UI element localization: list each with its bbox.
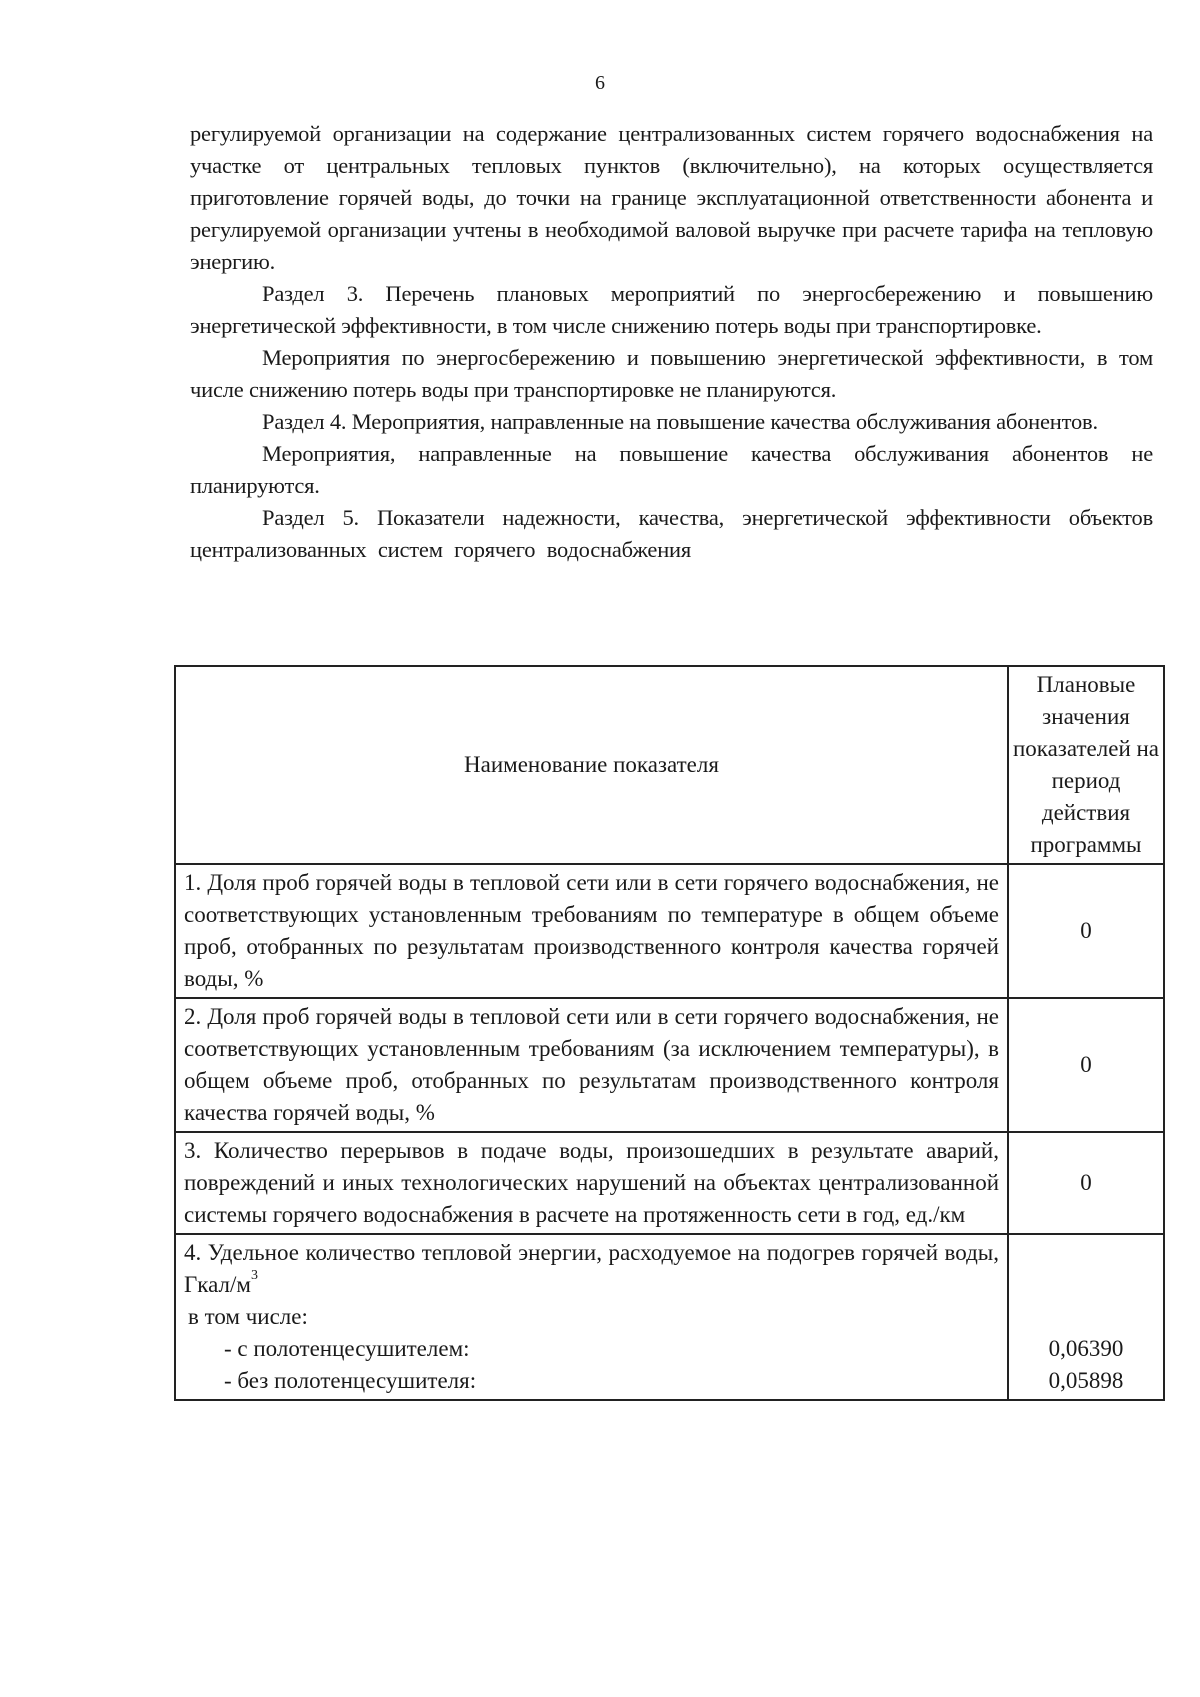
table-row — [175, 998, 1164, 1132]
indicator-4-values — [1008, 1234, 1164, 1400]
indicator-name: 3. Количество перерывов в подаче воды, произошедших в результате аварий, повреждений и иных технологических нарушений на объектах централизованной системы горячего водоснабжения в расчете на протяженность сети в год, ед./км — [175, 1132, 1008, 1234]
section-5-heading: Раздел 5. Показатели надежности, качества, энергетической эффективности объектов централизованных систем горячего водоснабжения — [190, 505, 1153, 562]
value-with-towel-dryer: 0,06390 — [1048, 1336, 1124, 1361]
sub-item-without-towel-dryer: - без полотенцесушителя: — [224, 1368, 477, 1393]
header-indicator-name: Наименование показателя — [175, 666, 1008, 864]
table-row — [175, 1234, 1164, 1400]
indicator-value: 0 — [1008, 864, 1164, 998]
sub-item-with-towel-dryer: - с полотенцесушителем: — [224, 1336, 470, 1361]
section-3-text: Мероприятия по энергосбережению и повышению энергетической эффективности, в том числе снижению потерь воды при транспортировке не планируются. — [190, 345, 1153, 402]
indicator-value: 0 — [1008, 1132, 1164, 1234]
value-without-towel-dryer: 0,05898 — [1048, 1368, 1124, 1393]
indicator-value: 0 — [1008, 998, 1164, 1132]
table-header-row — [175, 666, 1164, 864]
indicator-name-4 — [175, 1234, 1008, 1400]
including-label: в том числе: — [188, 1304, 308, 1329]
section-4-text: Мероприятия, направленные на повышение качества обслуживания абонентов не планируются. — [190, 441, 1153, 498]
indicator-name: 1. Доля проб горячей воды в тепловой сети или в сети горячего водоснабжения, не соответствующих установленным требованиям по температуре в общем объеме проб, отобранных по результатам производственного контроля качества горячей воды, % — [175, 864, 1008, 998]
page-number: 6 — [595, 72, 605, 94]
body-text — [190, 118, 1153, 566]
header-planned-values: Плановые значения показателей на период действия программы — [1008, 666, 1164, 864]
indicator-name: 2. Доля проб горячей воды в тепловой сети или в сети горячего водоснабжения, не соответствующих установленным требованиям (за исключением температуры), в общем объеме проб, отобранных по результатам производственного контроля качества горячей воды, % — [175, 998, 1008, 1132]
table-row — [175, 864, 1164, 998]
superscript: 3 — [250, 1268, 258, 1283]
section-4-heading: Раздел 4. Мероприятия, направленные на повышение качества обслуживания абонентов. — [262, 409, 1098, 434]
indicators-table — [174, 665, 1165, 1401]
section-3-heading: Раздел 3. Перечень плановых мероприятий по энергосбережению и повышению энергетической эффективности, в том числе снижению потерь воды при транспортировке. — [190, 281, 1153, 338]
paragraph-continuation: регулируемой организации на содержание централизованных систем горячего водоснабжения на участке от центральных тепловых пунктов (включительно), на которых осуществляется приготовление горячей воды, до точки на границе эксплуатационной ответственности абонента и регулируемой организации учтены в необходимой валовой выручке при расчете тарифа на тепловую энергию. — [190, 121, 1153, 274]
indicator-4-title-text: 4. Удельное количество тепловой энергии, расходуемое на подогрев горячей воды, Гкал/м — [184, 1240, 999, 1297]
table-row — [175, 1132, 1164, 1234]
indicator-4-title — [184, 1240, 999, 1297]
